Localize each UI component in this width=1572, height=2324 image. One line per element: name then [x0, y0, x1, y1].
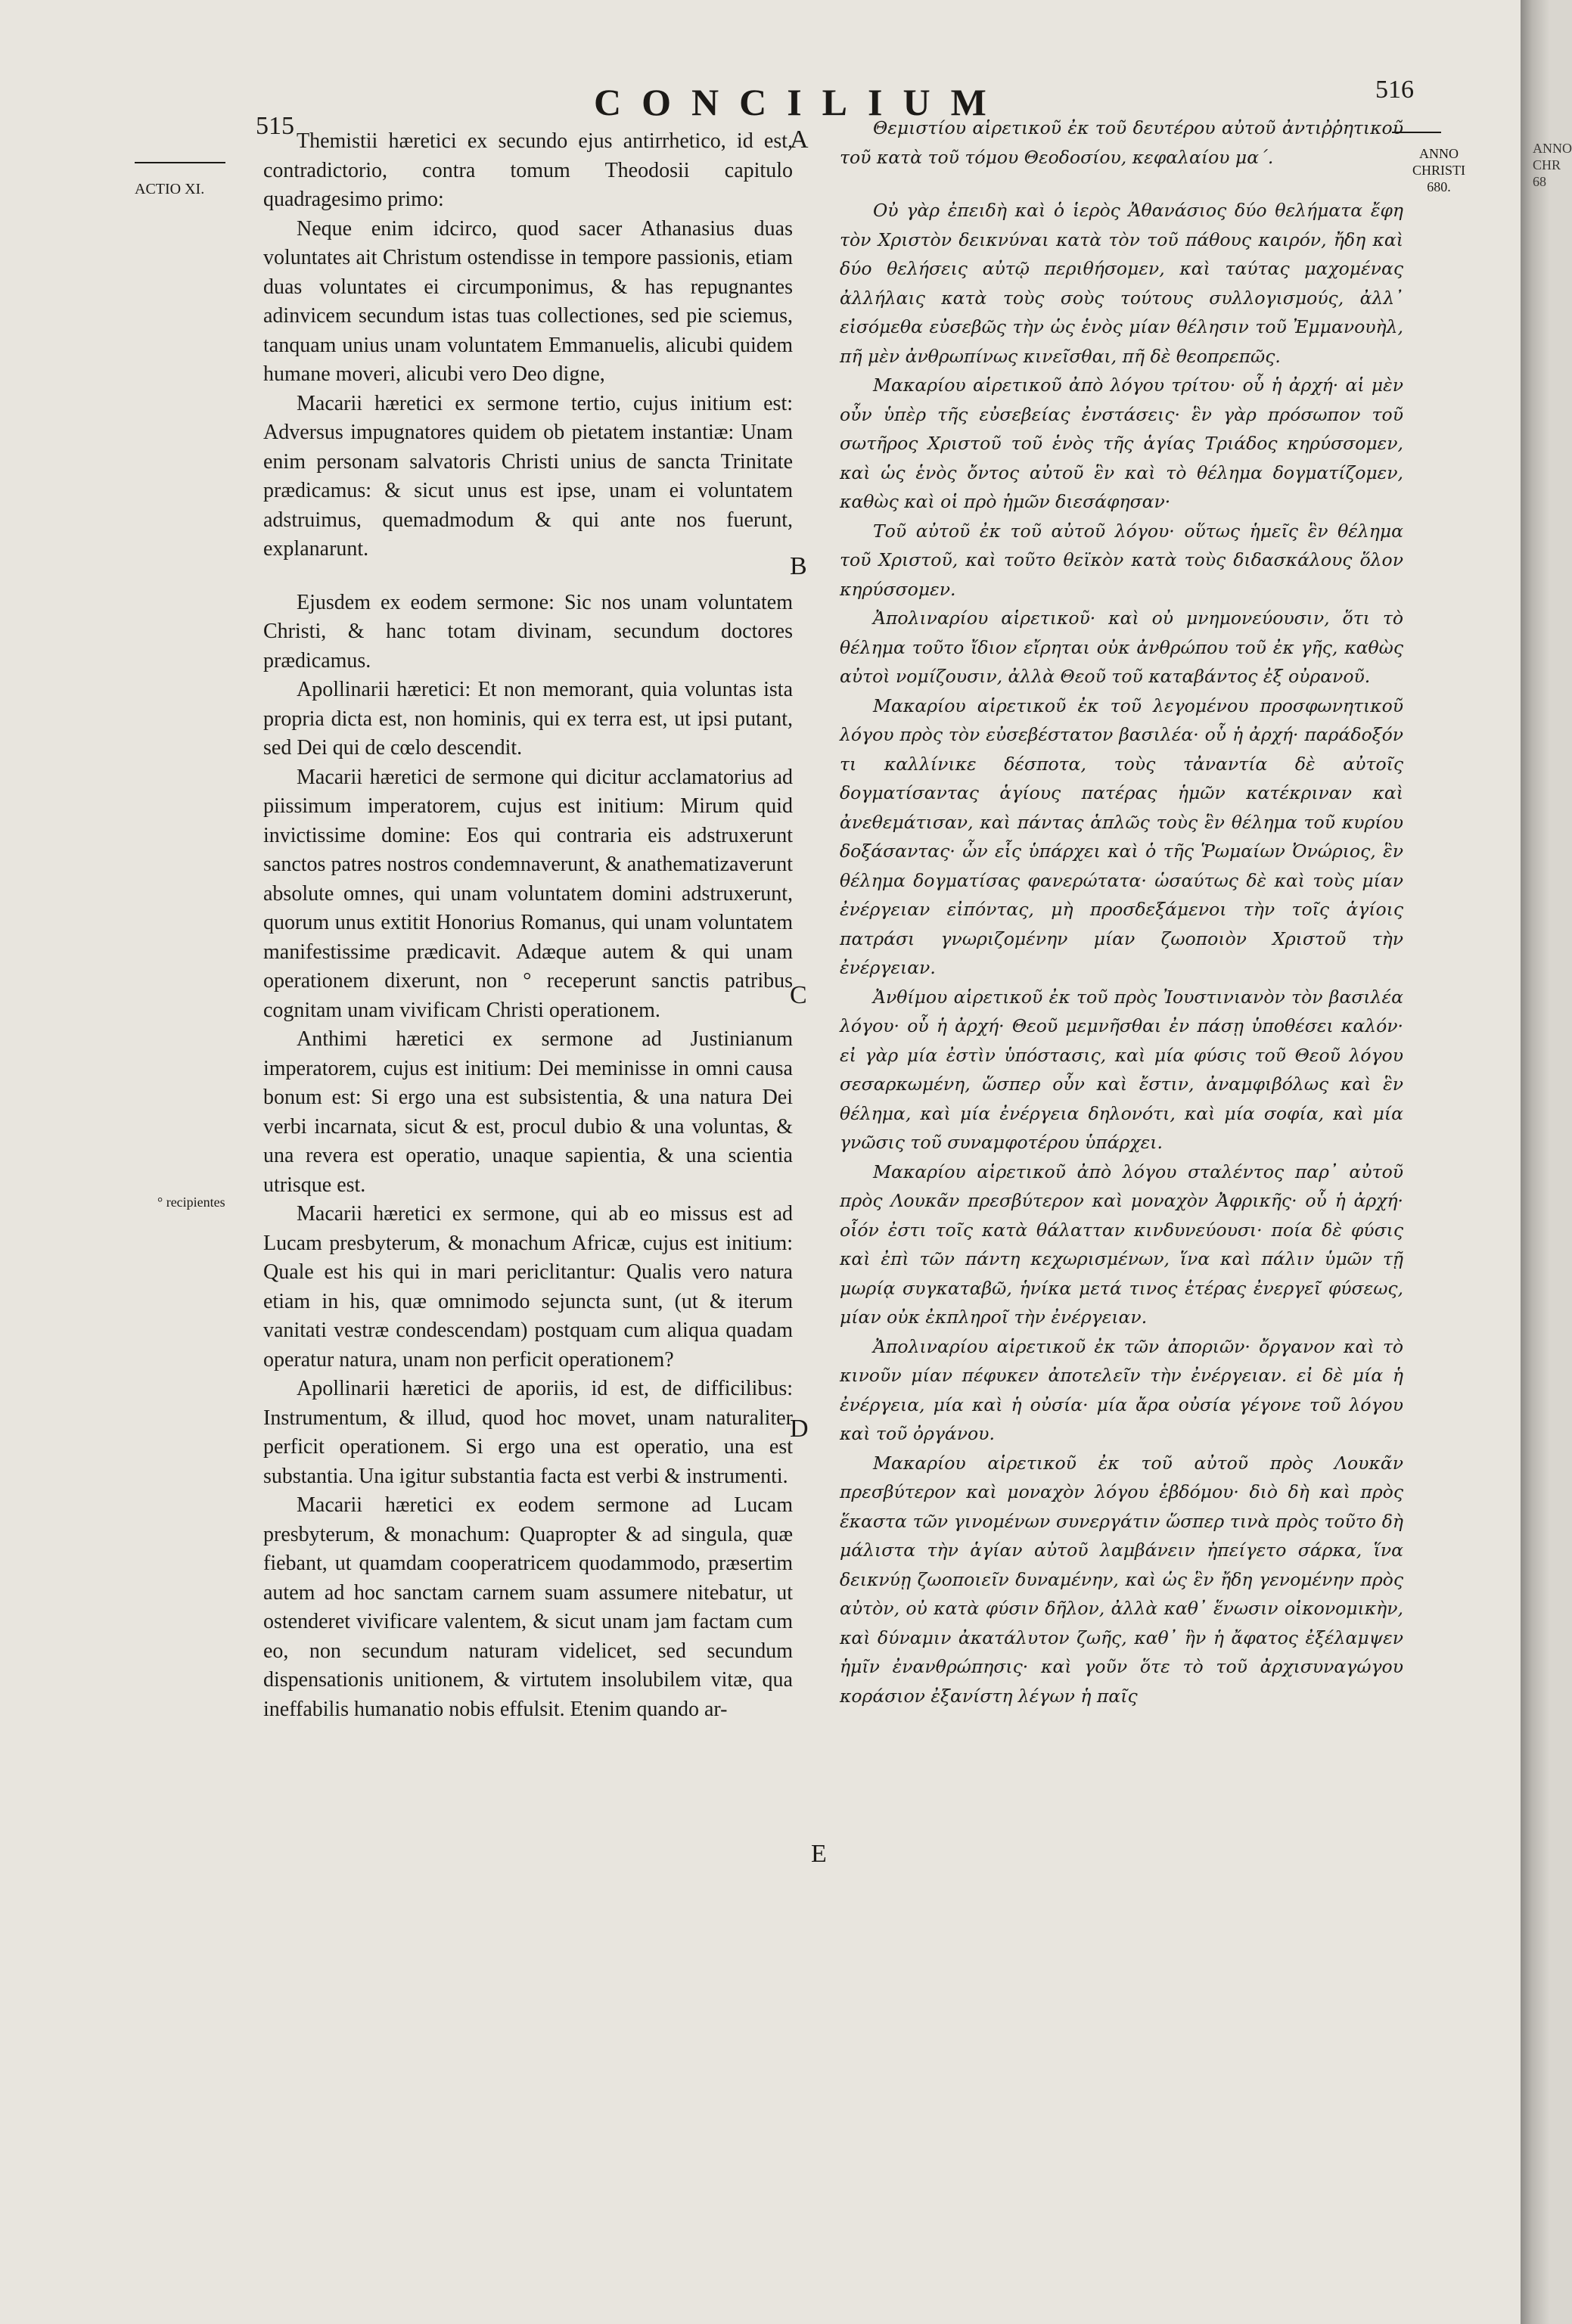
latin-paragraph: Anthimi hæretici ex sermone ad Justinianum imperatorem, cujus est initium: Dei meminisse in omni causa bonum est: Si ergo una est subsistentia, & una natura Dei verbi incarnata, sicut & est, procul dubio & una voluntas, & una revera est operatio, unaque sapientia, & una scientia utrisque est. — [263, 1027, 793, 1197]
section-letter-e: E — [811, 1840, 827, 1868]
greek-column — [840, 113, 1403, 2292]
latin-column — [263, 127, 793, 2291]
greek-paragraph: Θεμιστίου αἱρετικοῦ ἐκ τοῦ δευτέρου αὐτοῦ ἀντιῤῥητικοῦ τοῦ κατὰ τοῦ τόμου Θεοδοσίου, κεφαλαίου μα΄. — [840, 117, 1403, 168]
latin-paragraph: Themistii hæretici ex secundo ejus antirrhetico, id est, contradictorio, contra tomum Theodosii capitulo quadragesimo primo: — [263, 129, 793, 211]
margin-rule-left — [135, 162, 225, 163]
latin-paragraph: Macarii hæretici ex eodem sermone ad Lucam presbyterum, & monachum: Quapropter & ad singula, quæ fiebant, ut quamdam cooperatricem quodammodo, præsertim autem ad hoc sanctam carnem suam assumere nitebatur, ut ostenderet vivificare valentem, & sicut unam jam factam cum eo, non secundum naturam videlicet, sed secundum dispensationis unitionem, & virtutem insolubilem vitæ, qua ineffabilis humanatio nobis effulsit. Etenim quando ar- — [263, 1493, 793, 1721]
section-letter-c: C — [790, 981, 807, 1009]
latin-paragraph: Macarii hæretici ex sermone tertio, cujus initium est: Adversus impugnatores quidem ob pietatem instantiæ: Unam enim personam salvatoris Christi unius de sancta Trinitate prædicamus: & sicut unus est ipse, unam ei voluntatem adstruimus, quemadmodum & qui ante nos fuerunt, explanarunt. — [263, 391, 793, 561]
facing-page-edge-text: ANNO CHR 68 — [1533, 141, 1572, 189]
latin-paragraph: Macarii hæretici ex sermone, qui ab eo missus est ad Lucam presbyterum, & monachum Africæ, cujus est initium: Quale est his qui in mari periclitantur: Qualis vero natura etiam in his, quæ omnimodo sejuncta sunt, (ut & iterum vanitati vestræ condescendam) postquam cum aliqua quadam operatur natura, unam non perficit operationem? — [263, 1202, 793, 1372]
page-number-left: 515 — [256, 112, 294, 140]
latin-paragraph: Neque enim idcirco, quod sacer Athanasius duas voluntates ait Christum ostendisse in tempore passionis, etiam duas voluntates ei circumponimus, & has repugnantes adinvicem secundum istas tuas collectiones, sed pie sciemus, tanquam unius unam voluntatem Emmanuelis, alicubi quidem humane moveri, alicubi vero Deo digne, — [263, 216, 793, 386]
latin-paragraph: Ejusdem ex eodem sermone: Sic nos unam voluntatem Christi, & hanc totam divinam, secundum doctores prædicamus. — [263, 590, 793, 673]
section-letter-a: A — [790, 126, 809, 154]
greek-paragraph: Τοῦ αὐτοῦ ἐκ τοῦ αὐτοῦ λόγου· οὕτως ἡμεῖς ἓν θέλημα τοῦ Χριστοῦ, καὶ τοῦτο θεϊκὸν κατὰ τοὺς διδασκάλους ὅλον κηρύσσομεν. — [840, 520, 1403, 600]
greek-paragraph: Μακαρίου αἱρετικοῦ ἀπὸ λόγου σταλέντος παρ᾽ αὐτοῦ πρὸς Λουκᾶν πρεσβύτερον καὶ μοναχὸν Ἀφρικῆς· οὗ ἡ ἀρχή· οἷόν ἐστι τοῖς κατὰ θάλατταν κινδυνεύουσι· ποία δὲ φύσις καὶ ἐπὶ τῶν πάντη κεχωρισμένων, ἵνα καὶ πάλιν ὑμῶν τῇ μωρίᾳ συγκαταβῶ, ἡνίκα μετά τινος ἑτέρας ἐνεργεῖ φύσεως, μίαν οὐκ ἐκπληροῖ τὴν ἐνέργειαν. — [840, 1160, 1403, 1328]
margin-note-actio: ACTIO XI. — [135, 181, 205, 197]
margin-note-anno: ANNO CHRISTI 680. — [1412, 146, 1465, 194]
greek-paragraph: Ἀπολιναρίου αἱρετικοῦ· καὶ οὐ μνημονεύουσιν, ὅτι τὸ θέλημα τοῦτο ἴδιον εἴρηται οὐκ ἀνθρώπου τοῦ ἐκ γῆς, καθὼς αὐτοὶ νομίζουσιν, ἀλλὰ Θεοῦ τοῦ καταβάντος ἐξ οὐρανοῦ. — [840, 607, 1403, 687]
latin-paragraph: Apollinarii hæretici: Et non memorant, quia voluntas ista propria dicta est, non hominis, qui ex terra est, ut ipsi putant, sed Dei qui de cœlo descendit. — [263, 678, 793, 760]
margin-note-recipientes: ° recipientes — [157, 1195, 225, 1210]
greek-paragraph: Οὐ γὰρ ἐπειδὴ καὶ ὁ ἱερὸς Ἀθανάσιος δύο θελήματα ἔφη τὸν Χριστὸν δεικνύναι κατὰ τὸν τοῦ πάθους καιρόν, ἤδη καὶ δύο θελήσεις αὐτῷ περιθήσομεν, καὶ ταύτας μαχομένας ἀλλήλαις κατὰ τοὺς σοὺς τούτους συλλογισμούς, ἀλλ᾽ εἰσόμεθα εὐσεβῶς τὴν ὡς ἑνὸς μίαν θέλησιν τοῦ Ἐμμανουὴλ, πῆ μὲν ἀνθρωπίνως κινεῖσθαι, πῆ δὲ θεοπρεπῶς. — [840, 200, 1403, 367]
latin-paragraph: Apollinarii hæretici de aporiis, id est, de difficilibus: Instrumentum, & illud, quod hoc movet, unam naturaliter perficit operationem. Si ergo una est operatio, una est substantia. Una igitur substantia facta est verbi & instrumenti. — [263, 1377, 793, 1488]
section-letter-b: B — [790, 552, 807, 580]
running-title: CONCILIUM — [594, 81, 1007, 123]
latin-paragraph: Macarii hæretici de sermone qui dicitur acclamatorius ad piissimum imperatorem, cujus est initium: Mirum quid invictissime domine: Eos qui contraria eis adstruxerunt sanctos patres nostros condemnaverunt, & anathematizaverunt absolute omnes, qui unam voluntatem domini adstruxerunt, quorum unus extitit Honorius Romanus, qui unam voluntatem manifestissime prædicavit. Adæque autem & qui unam operationem dixerunt, non ° receperunt sanctis patribus cognitam unam vivificam Christi operationem. — [263, 765, 793, 1022]
greek-paragraph: Ἀπολιναρίου αἱρετικοῦ ἐκ τῶν ἀποριῶν· ὄργανον καὶ τὸ κινοῦν μίαν πέφυκεν ἀποτελεῖν τὴν ἐνέργειαν. εἰ δὲ μία ἡ ἐνέργεια, μία καὶ ἡ οὐσία· μία ἄρα οὐσία γέγονε τοῦ λόγου καὶ τοῦ ὀργάνου. — [840, 1335, 1403, 1444]
page-number-right: 516 — [1375, 76, 1414, 104]
section-letter-d: D — [790, 1415, 809, 1443]
greek-paragraph: Μακαρίου αἱρετικοῦ ἐκ τοῦ αὐτοῦ πρὸς Λουκᾶν πρεσβύτερον καὶ μοναχὸν λόγου ἑβδόμου· διὸ δὴ καὶ πρὸς ἕκαστα τῶν γινομένων συνεργάτιν ὥσπερ τινὰ πρὸς τοῦτο δὴ μάλιστα τὴν ἁγίαν αὐτοῦ λαμβάνειν ἠπείγετο σάρκα, ἵνα δεικνύῃ ζωοποιεῖν δυναμένην, καὶ ὡς ἓν ἤδη γενομένην πρὸς αὐτὸν, οὐ κατὰ φύσιν δῆλον, ἀλλὰ καθ᾽ ἕνωσιν οἰκονομικὴν, καὶ δύναμιν ἀκατάλυτον ζωῆς, καθ᾽ ἣν ἡ ἄφατος ἐξέλαμψεν ἡμῖν ἐνανθρώπησις· καὶ γοῦν ὅτε τὸ τοῦ ἀρχισυναγώγου κοράσιον ἐξανίστη λέγων ἡ παῖς — [840, 1452, 1403, 1707]
greek-paragraph: Μακαρίου αἱρετικοῦ ἀπὸ λόγου τρίτου· οὗ ἡ ἀρχή· αἱ μὲν οὖν ὑπὲρ τῆς εὐσεβείας ἐνστάσεις· ἓν γὰρ πρόσωπον τοῦ σωτῆρος Χριστοῦ τοῦ ἑνὸς τῆς ἁγίας Τριάδος κηρύσσομεν, καὶ ὡς ἑνὸς ὄντος αὐτοῦ ἓν καὶ τὸ θέλημα δογματίζομεν, καθὼς καὶ οἱ πρὸ ἡμῶν διεσάφησαν· — [840, 374, 1403, 512]
greek-paragraph: Ἀνθίμου αἱρετικοῦ ἐκ τοῦ πρὸς Ἰουστινιανὸν τὸν βασιλέα λόγου· οὗ ἡ ἀρχή· Θεοῦ μεμνῆσθαι ἐν πάσῃ ὑποθέσει καλόν· εἰ γὰρ μία ἐστὶν ὑπόστασις, καὶ μία φύσις τοῦ Θεοῦ λόγου σεσαρκωμένη, ὥσπερ οὖν καὶ ἔστιν, ἀναμφιβόλως καὶ ἓν θέλημα, καὶ μία ἐνέργεια δηλονότι, καὶ μία σοφία, καὶ μία γνῶσις τοῦ συναμφοτέρου ὑπάρχει. — [840, 986, 1403, 1153]
greek-paragraph: Μακαρίου αἱρετικοῦ ἐκ τοῦ λεγομένου προσφωνητικοῦ λόγου πρὸς τὸν εὐσεβέστατον βασιλέα· οὗ ἡ ἀρχή· παράδοξόν τι καλλίνικε δέσποτα, τοὺς τἀναντία δὲ αὐτοῖς δογματίσαντας ἁγίους πατέρας ἡμῶν κατέκριναν καὶ ἀνεθεμάτισαν, καὶ πάντας ἁπλῶς τοὺς ἓν θέλημα τοῦ κυρίου δοξάσαντας· ὧν εἷς ὑπάρχει καὶ ὁ τῆς Ῥωμαίων Ὀνώριος, ἓν θέλημα δογματίσας φανερώτατα· ὡσαύτως δὲ καὶ τοὺς μίαν ἐνέργειαν εἰπόντας, μὴ προσδεξάμενοι τὴν τοῖς ἁγίοις πατράσι γνωριζομένην μίαν ζωοποιὸν Χριστοῦ τὴν ἐνέργειαν. — [840, 694, 1403, 978]
